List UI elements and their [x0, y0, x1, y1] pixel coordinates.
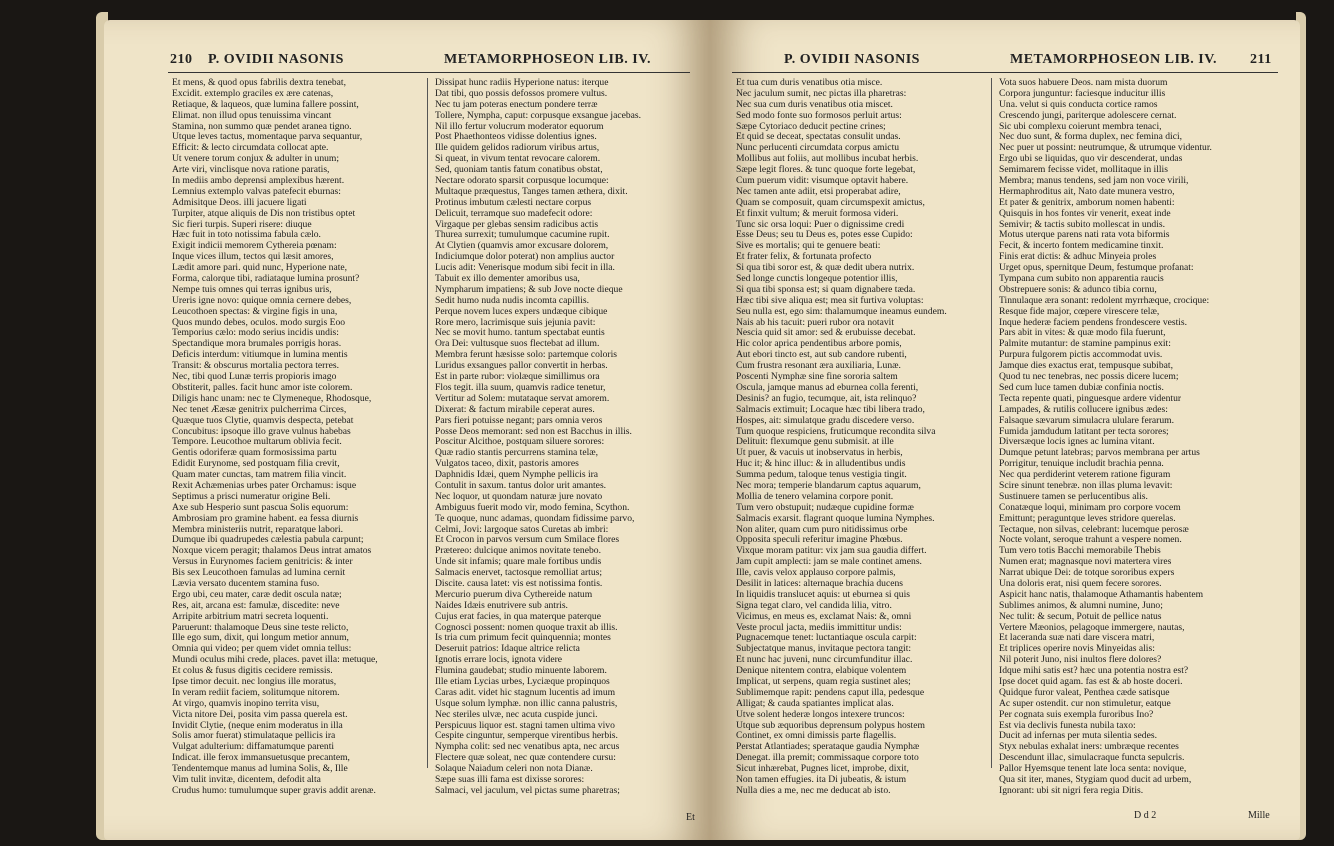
right-column-2 — [999, 78, 1212, 797]
verse-line: Cum frustra resonant æra auxiliaria, Lunæ. — [736, 360, 901, 372]
verse-line: Bis sex Leucothoen famulas ad lumina cernit — [172, 567, 346, 579]
verse-line: Protinus imbutum cælesti nectare corpus — [435, 196, 592, 208]
verse-line: Usque solum lymphæ. non illic canna palustris, — [435, 697, 618, 709]
verse-line: Delituit: flexumque genu submisit. at ille — [736, 436, 894, 448]
verse-line: Inque vices illum, tectos qui læsit amores, — [172, 251, 334, 263]
verse-line: Caras adit. videt hic stagnum lucentis ad imum — [435, 686, 616, 698]
verse-line: Est in parte rubor: violæque simillimus ora — [435, 371, 600, 383]
verse-line: Nec puer ut possint: neutrumque, & utrumque videntur. — [999, 142, 1212, 154]
verse-line: Si qua tibi soror est, & quæ dedit ubera nutrix. — [736, 262, 915, 274]
verse-line: Non aliter, quam cum puro nitidissimus orbe — [736, 523, 908, 535]
verse-line: Spectandique mora brumales porrigis horas. — [172, 338, 342, 350]
verse-line: Nil poterit Juno, nisi inultos flere dolores? — [999, 654, 1162, 666]
verse-line: Res, ait, arcana est: famulæ, discedite: neve — [172, 599, 340, 611]
verse-line: Tum quoque respiciens, fruticumque recondita silva — [736, 425, 936, 437]
verse-line: Naides Idæis enutrivere sub antris. — [435, 599, 568, 611]
verse-line: Flumina gaudebat; studio minuente laborem. — [435, 665, 607, 677]
verse-line: Lædit amore pari. quid nunc, Hyperione nate, — [172, 262, 348, 274]
verse-line: Nec se movit humo. tantum spectabat euntis — [435, 327, 605, 339]
verse-line: Salmacis extimuit; Locaque hæc tibi libera trado, — [736, 403, 925, 415]
verse-line: Tollere, Nympha, caput: corpusque exsangue jacebas. — [435, 109, 642, 121]
verse-line: Inque hederæ faciem pendens frondescere vestis. — [999, 316, 1188, 328]
verse-line: Nec qua perdiderint veterem ratione figuram — [999, 469, 1171, 481]
verse-line: Leucothoen spectas: & virgine figis in una, — [172, 305, 338, 317]
verse-line: Lucis adit: Venerisque modum sibi fecit in illa. — [435, 262, 615, 274]
verse-line: Scire sinunt tenebræ. non illas pluma levavit: — [999, 479, 1173, 491]
verse-line: Purpura fulgorem pictis accommodat uvis. — [999, 349, 1163, 361]
verse-line: Et pater & genitrix, amborum nomen habenti: — [999, 196, 1175, 208]
verse-line: Et triplices operire novis Minyeidas alis: — [999, 643, 1155, 655]
verse-line: Et nunc hac juveni, nunc circumfunditur illac. — [736, 654, 913, 666]
verse-line: Omnia qui video; per quem videt omnia tellus: — [172, 643, 352, 655]
verse-line: Quisquis in hos fontes vir venerit, exeat inde — [999, 207, 1171, 219]
right-page-number: 211 — [1250, 52, 1272, 67]
verse-line: Sic fieri turpis. Superi risere: diuque — [172, 218, 312, 230]
verse-line: Falsaque sævarum simulacra ululare ferarum. — [999, 414, 1175, 426]
verse-line: Resque fide major, cœpere virescere telæ, — [999, 305, 1160, 317]
verse-line: Conatæque loqui, minimam pro corpore vocem — [999, 501, 1181, 513]
verse-line: Axe sub Hesperio sunt pascua Solis equorum: — [172, 501, 349, 513]
verse-line: Nulla dies a me, nec me deducat ab isto. — [736, 784, 891, 796]
verse-line: Urget opus, spernitque Deum, festumque profanat: — [999, 262, 1194, 274]
verse-line: Denegat. illa premit; commissaque corpore toto — [736, 752, 919, 764]
verse-line: Hæc fuit in toto notissima fabula cælo. — [172, 229, 321, 241]
verse-line: Dissipat hunc radiis Hyperione natus: iterque — [435, 77, 609, 88]
verse-line: Utque leves tactus, momentaque parva sequantur, — [172, 131, 363, 143]
verse-line: Te quoque, nunc adamas, quondam fidissime parvo, — [435, 512, 635, 524]
verse-line: Discite. causa latet: vis est notissima fontis. — [435, 577, 603, 589]
verse-line: Implicat, ut serpens, quam regia sustinet ales; — [736, 675, 911, 687]
verse-line: Summa pedum, taloque tenus vestigia tingit. — [736, 469, 907, 481]
verse-line: Non tamen effugies. ita Di jubeatis, & istum — [736, 774, 907, 785]
verse-line: Sedit humo nuda nudis incomta capillis. — [435, 294, 590, 306]
verse-line: Si queat, in vivum tentat revocare calorem. — [435, 153, 601, 165]
verse-line: Dixerat: & factum mirabile ceperat aures. — [435, 403, 595, 415]
verse-line: In liquidis translucet aquis: ut eburnea si quis — [736, 588, 910, 600]
verse-line: Cespite cinguntur, semperque virentibus herbis. — [435, 730, 618, 742]
verse-line: Luridus exsangues pallor convertit in herbas. — [435, 360, 608, 372]
verse-line: Salmaci, vel jaculum, vel pictas sume pharetras; — [435, 784, 620, 796]
verse-line: Indiciumque dolor poterat) non amplius auctor — [435, 251, 615, 263]
verse-line: Gentis odoriferæ quam formosissima partu — [172, 447, 337, 459]
verse-line: Finis erat dictis: & adhuc Minyeia proles — [999, 251, 1157, 263]
left-column-1 — [172, 78, 378, 797]
verse-line: Nec loquor, ut quondam naturæ jure novato — [435, 490, 603, 502]
verse-line: Membra ferunt hæsisse solo: partemque coloris — [435, 349, 617, 361]
verse-line: Nempe tuis omnes qui terras ignibus uris, — [172, 283, 332, 295]
verse-line: Opposita speculi referitur imagine Phœbus. — [736, 534, 903, 546]
verse-line: Obstiterit, palles. facit hunc amor iste colorem. — [172, 381, 353, 393]
verse-line: Ora Dei: vultusque suos flectebat ad illum. — [435, 338, 600, 350]
verse-line: Fumida jamdudum latitant per tecta sorores; — [999, 425, 1169, 437]
verse-line: Nil illo fertur volucrum moderator equorum — [435, 120, 604, 132]
verse-line: Nec tenet Ææsæ genitrix pulcherrima Circes, — [172, 403, 347, 415]
left-header-rule — [168, 72, 690, 73]
verse-line: Ignotis errare locis, ignota videre — [435, 654, 563, 666]
verse-line: Retiaque, & laqueos, quæ lumina fallere possint, — [172, 98, 359, 110]
verse-line: At Clytien (quamvis amor excusare dolorem, — [435, 240, 609, 252]
verse-line: Jamque dies exactus erat, tempusque subibat, — [999, 360, 1173, 372]
verse-line: Signa tegat claro, vel candida lilia, vitro. — [736, 599, 892, 611]
verse-line: Concubitus: ipsoque illo grave vulnus habebas — [172, 425, 351, 437]
verse-line: Dumque petunt latebras; parvos membrana per artus — [999, 447, 1200, 459]
verse-line: Mercurio puerum diva Cythereide natum — [435, 588, 593, 600]
verse-line: Sed, quoniam tantis fatum conatibus obstat, — [435, 164, 603, 176]
verse-line: Nec steriles ulvæ, nec acuta cuspide junci. — [435, 708, 598, 720]
verse-line: Invidit Clytie, (neque enim moderatus in illa — [172, 719, 343, 731]
verse-line: Nocte volant, seroque trahunt a vespere nomen. — [999, 534, 1182, 546]
verse-line: Descendunt illac, simulacraque functa sepulcris. — [999, 752, 1185, 764]
verse-line: Deficis interdum: vitiumque in lumina mentis — [172, 349, 348, 361]
verse-line: Exigit indicii memorem Cythereia pœnam: — [172, 240, 337, 252]
verse-line: Ergo ubi, ceu mater, caræ dedit oscula natæ; — [172, 588, 342, 600]
verse-line: Hæc tibi sive aliqua est; mea sit furtiva voluptas: — [736, 294, 924, 306]
verse-line: Sustinuere tamen se perlucentibus alis. — [999, 490, 1148, 502]
verse-line: Contulit in saxum. tantus dolor urit amantes. — [435, 479, 607, 491]
verse-line: Nec tamen ante adiit, etsi properabat adire, — [736, 185, 901, 197]
verse-line: Poscitur Alcithoe, postquam siluere sorores: — [435, 436, 605, 448]
verse-line: Lampades, & rutilis collucere ignibus ædes: — [999, 403, 1168, 415]
verse-line: Ipse docet quid agam. fas est & ab hoste doceri. — [999, 675, 1183, 687]
verse-line: Sublimes animos, & alumni numine, Juno; — [999, 599, 1163, 611]
verse-line: Quod tu nec tenebras, nec possis dicere lucem; — [999, 371, 1179, 383]
verse-line: Et mens, & quod opus fabrilis dextra tenebat, — [172, 77, 346, 88]
verse-line: Vixque moram patitur: vix jam sua gaudia differt. — [736, 545, 927, 557]
verse-line: Numen erat; magnasque novi matertera vires — [999, 556, 1172, 568]
verse-line: Nec tulit: & secum, Potuit de pellice natus — [999, 610, 1162, 622]
verse-line: Una doloris erat, nisi quem fecere sorores. — [999, 577, 1162, 589]
verse-line: Ambrosiam pro gramine habent. ea fessa diurnis — [172, 512, 359, 524]
verse-line: Et quid se deceat, spectatas consulit undas. — [736, 131, 901, 143]
verse-line: Hic color aprica pendentibus arbore pomis, — [736, 338, 902, 350]
verse-line: Lemnius extemplo valvas patefecit eburnas: — [172, 185, 341, 197]
book — [60, 8, 1292, 844]
verse-line: Et frater felix, & fortunata profecto — [736, 251, 872, 263]
verse-line: Victa nitore Dei, posita vim passa querela est. — [172, 708, 348, 720]
verse-line: Tabuit ex illo dementer amoribus usa, — [435, 273, 580, 285]
verse-line: Quidque furor valeat, Penthea cæde satisque — [999, 686, 1170, 698]
verse-line: Unde sit infamis; quare male fortibus undis — [435, 556, 602, 568]
verse-line: Oscula, jamque manus ad eburnea colla ferenti, — [736, 381, 919, 393]
right-column-divider — [991, 78, 992, 768]
verse-line: Sicut inhærebat, Pugnes licet, improbe, dixit, — [736, 763, 909, 775]
verse-line: Quæque tuos Clytie, quamvis despecta, petebat — [172, 414, 354, 426]
verse-line: Idque mihi satis est? hæc una potentia nostra est? — [999, 665, 1189, 677]
verse-line: Nec jaculum sumit, nec pictas illa pharetras: — [736, 87, 907, 99]
verse-line: Mollibus aut foliis, aut mollibus incubat herbis. — [736, 153, 919, 165]
verse-line: Porrigitur, tenuique includit brachia penna. — [999, 458, 1164, 470]
verse-line: Excidit. extemplo graciles ex ære catenas, — [172, 87, 334, 99]
verse-line: Et Crocon in parvos versum cum Smilace flores — [435, 534, 620, 546]
verse-line: Mollia de tenero velamina corpore ponit. — [736, 490, 894, 502]
verse-line: Aspicit hanc natis, thalamoque Athamantis habentem — [999, 588, 1204, 600]
verse-line: Tunc sic orsa loqui: Puer o dignissime credi — [736, 218, 905, 230]
verse-line: Est via declivis funesta nubila taxo: — [999, 719, 1136, 731]
verse-line: Nympha colit: sed nec venatibus apta, nec arcus — [435, 741, 620, 753]
verse-line: Membra ministeriis nutrit, reparatque labori. — [172, 523, 344, 535]
right-running-head-title: METAMORPHOSEON LIB. IV. — [1010, 52, 1218, 67]
verse-line: Celmi, Jovi: largoque satos Curetas ab imbri: — [435, 523, 609, 535]
verse-line: Vertere Mæonios, pelagoque immergere, nautas, — [999, 621, 1185, 633]
verse-line: Subjectatque manus, invitaque pectora tangit: — [736, 643, 912, 655]
verse-line: Is tria cum primum fecit quinquennia; montes — [435, 632, 611, 644]
verse-line: Sed longe cunctis longeque potentior illis, — [736, 273, 898, 285]
verse-line: Alligat; & cauda spatiantes implicat alas. — [736, 697, 894, 709]
verse-line: Ignorant: ubi sit nigri fera regia Ditis. — [999, 784, 1144, 796]
verse-line: Solis amor fuerat) stimulataque pellicis ira — [172, 730, 336, 742]
verse-line: Motus uterque parens nati rata vota biformis — [999, 229, 1170, 241]
verse-line: Et laceranda suæ nati dare viscera matri, — [999, 632, 1155, 644]
verse-line: Arripite arbitrium matri secreta loquenti. — [172, 610, 329, 622]
verse-line: Arte viri, vinclisque nova ratione paratis, — [172, 164, 330, 176]
verse-line: Flos tegit. illa suum, quamvis radice tenetur, — [435, 381, 606, 393]
verse-line: Mundi oculus mihi crede, places. pavet illa: metuque, — [172, 654, 378, 666]
right-header-rule — [732, 72, 1278, 73]
verse-line: Septimus a prisci numeratur origine Beli. — [172, 490, 331, 502]
left-page — [104, 20, 710, 840]
verse-line: Si qua tibi sponsa est; si quam dignabere tæda. — [736, 283, 916, 295]
left-column-divider — [427, 78, 428, 768]
verse-line: Tympana cum subito non apparentia raucis — [999, 273, 1164, 285]
verse-line: Sublimemque rapit: pendens caput illa, pedesque — [736, 686, 925, 698]
verse-line: Ergo ubi se liquidas, quo vir descenderat, undas — [999, 153, 1183, 165]
verse-line: Versus in Eurynomes faciem genitricis: & inter — [172, 556, 353, 568]
verse-line: Ille etiam Lycias urbes, Lyciæque propinquos — [435, 675, 610, 687]
verse-line: Tum vero obstupuit; nudæque cupidine formæ — [736, 501, 914, 513]
verse-line: Et tua cum duris venatibus otia misce. — [736, 77, 883, 88]
verse-line: Indicat. ille ferox immansuetusque precantem, — [172, 752, 350, 764]
verse-line: Desilit in latices: alternaque brachia ducens — [736, 577, 904, 589]
verse-line: Nectare odorato sparsit corpusque locumque: — [435, 175, 609, 187]
verse-line: Stamina, non summo quæ pendet aranea tigno. — [172, 120, 352, 132]
verse-line: Ducit ad infernas per muta silentia sedes. — [999, 730, 1157, 742]
verse-line: Post Phaethonteos vidisse dolentius ignes. — [435, 131, 597, 143]
verse-line: Et finxit vultum; & meruit formosa videri. — [736, 207, 899, 219]
verse-line: Membra; manus tendens, sed jam non voce virili, — [999, 175, 1189, 187]
verse-line: Nympharum impatiens; & sub Jove nocte dieque — [435, 283, 623, 295]
verse-line: Admisitque Deos. illi jacuere ligati — [172, 196, 307, 208]
right-catchword: Mille — [1248, 810, 1270, 821]
verse-line: Vulgatos taceo, dixit, pastoris amores — [435, 458, 579, 470]
verse-line: Flectere quæ soleat, nec quæ contendere cursu: — [435, 752, 616, 764]
verse-line: Elimat. non illud opus tenuissima vincant — [172, 109, 332, 121]
verse-line: Prætereo: dulcique animos novitate tenebo. — [435, 545, 601, 557]
verse-line: Cum puerum vidit: visumque optavit habere. — [736, 175, 909, 187]
verse-line: Salmacis enervet, tactosque remolliat artus; — [435, 567, 603, 579]
left-running-head-title: METAMORPHOSEON LIB. IV. — [444, 52, 652, 67]
verse-line: Qua sit iter, manes, Stygiam quod ducit ad urbem, — [999, 774, 1192, 785]
verse-line: Narrat ubique Dei: de totque sororibus expers — [999, 567, 1175, 579]
verse-line: Ille ego sum, dixit, qui longum metior annum, — [172, 632, 349, 644]
verse-line: Perstat Atlantiades; sperataque gaudia Nymphæ — [736, 741, 920, 753]
verse-line: Utque sub æquoribus deprensum polypus hostem — [736, 719, 925, 731]
verse-line: Tinnulaque æra sonant: redolent myrrhæque, crocique: — [999, 294, 1210, 306]
verse-line: Veste procul jacta, mediis immittitur undis: — [736, 621, 902, 633]
left-page-number: 210 — [170, 52, 193, 67]
verse-line: Poscenti Nymphæ sine fine sororia saltem — [736, 371, 898, 383]
verse-line: Thurea surrexit; tumulumque cacumine rupit. — [435, 229, 610, 241]
verse-line: Multaque præquestus, Tanges tamen æthera, dixit. — [435, 185, 628, 197]
verse-line: Ille, cavis velox applauso corpore palmis, — [736, 567, 896, 579]
verse-line: Ut venere torum conjux & adulter in unum; — [172, 153, 340, 165]
verse-line: Una. velut si quis conducta cortice ramos — [999, 98, 1158, 110]
verse-line: Sæpe suas illi fama est dixisse sorores: — [435, 774, 585, 785]
verse-line: Vulgat adulterium: diffamatumque parenti — [172, 741, 335, 753]
verse-line: Quos mundo debes, oculos. modo surgis Eoo — [172, 316, 346, 328]
verse-line: Ut puer, & vacuis ut inobservatus in herbis, — [736, 447, 903, 459]
left-column-2 — [435, 78, 641, 797]
verse-line: Temporius cælo: modo serius incidis undis: — [172, 327, 339, 339]
verse-line: Edidit Eurynome, sed postquam filia crevit, — [172, 458, 340, 470]
verse-line: Dumque ibi quadrupedes cælestia pabula carpunt; — [172, 534, 364, 546]
verse-line: Nais ab his tacuit: pueri rubor ora notavit — [736, 316, 894, 328]
verse-line: Tectaque, non silvas, celebrant: lucemque perosæ — [999, 523, 1189, 535]
verse-line: Vota suos habuere Deos. nam mista duorum — [999, 77, 1168, 88]
verse-line: Hospes, ait: simulatque gradu discedere verso. — [736, 414, 915, 426]
verse-line: Denique nitentem contra, elabique volentem — [736, 665, 907, 677]
verse-line: Tempore. Leucothoe multarum oblivia fecit. — [172, 436, 342, 448]
verse-line: Sic ubi complexu coierunt membra tenaci, — [999, 120, 1162, 132]
verse-line: Quam mater cunctas, tam matrem filia vincit. — [172, 469, 347, 481]
verse-line: Crudus humo: tumulumque super gravis addit arenæ. — [172, 784, 376, 796]
verse-line: Cujus erat facies, in qua materque paterque — [435, 610, 601, 622]
verse-line: Pars abit in vites: & quæ modo fila fuerunt, — [999, 327, 1166, 339]
verse-line: Daphnidis Idæi, quem Nymphe pellicis ira — [435, 469, 599, 481]
verse-line: Jam cupit amplecti: jam se male continet amens. — [736, 556, 922, 568]
verse-line: Et colus & fusus digitis cecidere remissis. — [172, 665, 333, 677]
verse-line: Corpora junguntur: faciesque inducitur illis — [999, 87, 1166, 99]
verse-line: Posse Deos memorant: sed non est Bacchus in illis. — [435, 425, 632, 437]
verse-line: Obstrepuere sonis: & adunco tibia cornu, — [999, 283, 1157, 295]
verse-line: Tecta repente quati, pinguesque ardere videntur — [999, 392, 1182, 404]
verse-line: Dat tibi, quo possis defossos promere vultus. — [435, 87, 608, 99]
verse-line: Nunc perlucenti circumdata corpus amictu — [736, 142, 900, 154]
verse-line: Hermaphroditus ait, Nato date munera vestro, — [999, 185, 1175, 197]
verse-line: Nescia quid sit amor: sed & erubuisse decebat. — [736, 327, 916, 339]
verse-line: Sæpe legit flores. & tunc quoque forte legebat, — [736, 164, 916, 176]
right-running-head-author: P. OVIDII NASONIS — [784, 52, 920, 67]
verse-line: Delicuit, terramque suo madefecit odore: — [435, 207, 593, 219]
verse-line: Diversæque locis ignes ac lumina vitant. — [999, 436, 1155, 448]
verse-line: Lævia versato ducentem stamina fuso. — [172, 577, 320, 589]
verse-line: Perspicuus liquor est. stagni tamen ultima vivo — [435, 719, 615, 731]
verse-line: In veram rediit faciem, solitumque nitorem. — [172, 686, 340, 698]
verse-line: Sed cum luce tamen dubiæ confinia noctis. — [999, 381, 1164, 393]
verse-line: Tum vero totis Bacchi memorabile Thebis — [999, 545, 1161, 557]
verse-line: Transit: & obscurus mortalia pectora terres. — [172, 360, 339, 372]
verse-line: Ambiguus fuerit modo vir, modo femina, Scython. — [435, 501, 630, 513]
verse-line: Aut ebori tincto est, aut sub candore rubenti, — [736, 349, 907, 361]
verse-line: Ureris igne novo: quique omnia cernere debes, — [172, 294, 352, 306]
verse-line: Solaque Naiadum celeri non nota Dianæ. — [435, 763, 593, 775]
verse-line: Nec sua cum duris venatibus otia miscet. — [736, 98, 893, 110]
right-column-1 — [736, 78, 947, 797]
verse-line: Rore mero, lacrimisque suis jejunia pavit: — [435, 316, 596, 328]
verse-line: Semivir; & tactis subito mollescat in undis. — [999, 218, 1166, 230]
verse-line: Deseruit patrios: Idaque altrice relicta — [435, 643, 580, 655]
verse-line: In mediis ambo deprensi amplexibus hærent. — [172, 175, 345, 187]
verse-line: Sive es mortalis; qui te genuere beati: — [736, 240, 881, 252]
verse-line: Esse Deus; seu tu Deus es, potes esse Cupido: — [736, 229, 913, 241]
verse-line: Pallor Hyemsque tenent late loca senta: novique, — [999, 763, 1187, 775]
verse-line: Per cognata suis exempla furoribus Ino? — [999, 708, 1154, 720]
verse-line: Nec duo sunt, & forma duplex, nec femina dici, — [999, 131, 1183, 143]
verse-line: At virgo, quamvis inopino territa visu, — [172, 697, 320, 709]
verse-line: Vicimus, en meus es, exclamat Nais: &, omni — [736, 610, 912, 622]
verse-line: Utve solent hederæ longos intexere truncos: — [736, 708, 905, 720]
left-catchword: Et — [686, 812, 695, 823]
verse-line: Huc it; & hinc illuc: & in alludentibus undis — [736, 458, 906, 470]
verse-line: Pugnacemque tenet: luctantiaque oscula carpit: — [736, 632, 917, 644]
verse-line: Emittunt; peraguntque leves stridore querelas. — [999, 512, 1176, 524]
verse-line: Sed modo fonte suo formosos perluit artus: — [736, 109, 902, 121]
verse-line: Rexit Achæmenias urbes pater Orchamus: isque — [172, 479, 357, 491]
verse-line: Turpiter, atque aliquis de Dis non tristibus optet — [172, 207, 356, 219]
verse-line: Efficit: & lecto circumdata collocat apte. — [172, 142, 329, 154]
right-page — [710, 20, 1300, 840]
verse-line: Forma, calorque tibi, radiataque lumina prosunt? — [172, 273, 360, 285]
verse-line: Nec, tibi quod Lunæ terris propioris imago — [172, 371, 337, 383]
verse-line: Ipse timor decuit. nec longius ille moratus, — [172, 675, 337, 687]
verse-line: Semimarem fecisse videt, mollitaque in illis — [999, 164, 1168, 176]
verse-line: Cognosci possent: nomen quoque traxit ab illis. — [435, 621, 618, 633]
verse-line: Ille quidem gelidos radiorum viribus artus, — [435, 142, 600, 154]
verse-line: Salmacis exarsit. flagrant quoque lumina Nymphes. — [736, 512, 935, 524]
verse-line: Nec mora; temperie blandarum captus aquarum, — [736, 479, 921, 491]
verse-line: Fecit, & incerto fontem medicamine tinxit. — [999, 240, 1164, 252]
verse-line: Styx nebulas exhalat iners: umbræque recentes — [999, 741, 1179, 753]
verse-line: Vertitur ad Solem: mutataque servat amorem. — [435, 392, 610, 404]
verse-line: Desinis? an fugio, tecumque, ait, ista relinquo? — [736, 392, 917, 404]
signature-mark: D d 2 — [1134, 810, 1157, 821]
verse-line: Palmite mutantur: de stamine pampinus exit: — [999, 338, 1171, 350]
verse-line: Noxque vicem peragit; thalamos Deus intrat amatos — [172, 545, 372, 557]
verse-line: Crescendo jungi, pariterque adolescere cernat. — [999, 109, 1177, 121]
verse-line: Quæ radio stantis percurrens stamina telæ, — [435, 447, 599, 459]
left-running-head-author: P. OVIDII NASONIS — [208, 52, 344, 67]
verse-line: Sæpe Cytoriaco deducit pectine crines; — [736, 120, 886, 132]
verse-line: Nec tu jam poteras enectum pondere terræ — [435, 98, 598, 110]
verse-line: Tendentemque manus ad lumina Solis, &, Ille — [172, 763, 348, 775]
verse-line: Pars fieri potuisse negant; pars omnia veros — [435, 414, 603, 426]
verse-line: Virgaque per glebas sensim radicibus actis — [435, 218, 599, 230]
verse-line: Quam se composuit, quam circumspexit amictus, — [736, 196, 925, 208]
verse-line: Seu nulla est, ego sim: thalamumque ineamus eundem. — [736, 305, 947, 317]
verse-line: Ac super ostendit. cur non stimuletur, eatque — [999, 697, 1171, 709]
verse-line: Vim tulit invitæ, dicentem, defodit alta — [172, 774, 321, 785]
verse-line: Perque novem luces expers undæque cibique — [435, 305, 608, 317]
verse-line: Diligis hanc unam: nec te Clymeneque, Rhodosque, — [172, 392, 372, 404]
verse-line: Continet, ex omni dimissis parte flagellis. — [736, 730, 897, 742]
verse-line: Paruerunt: thalamoque Deus sine teste relicto, — [172, 621, 349, 633]
